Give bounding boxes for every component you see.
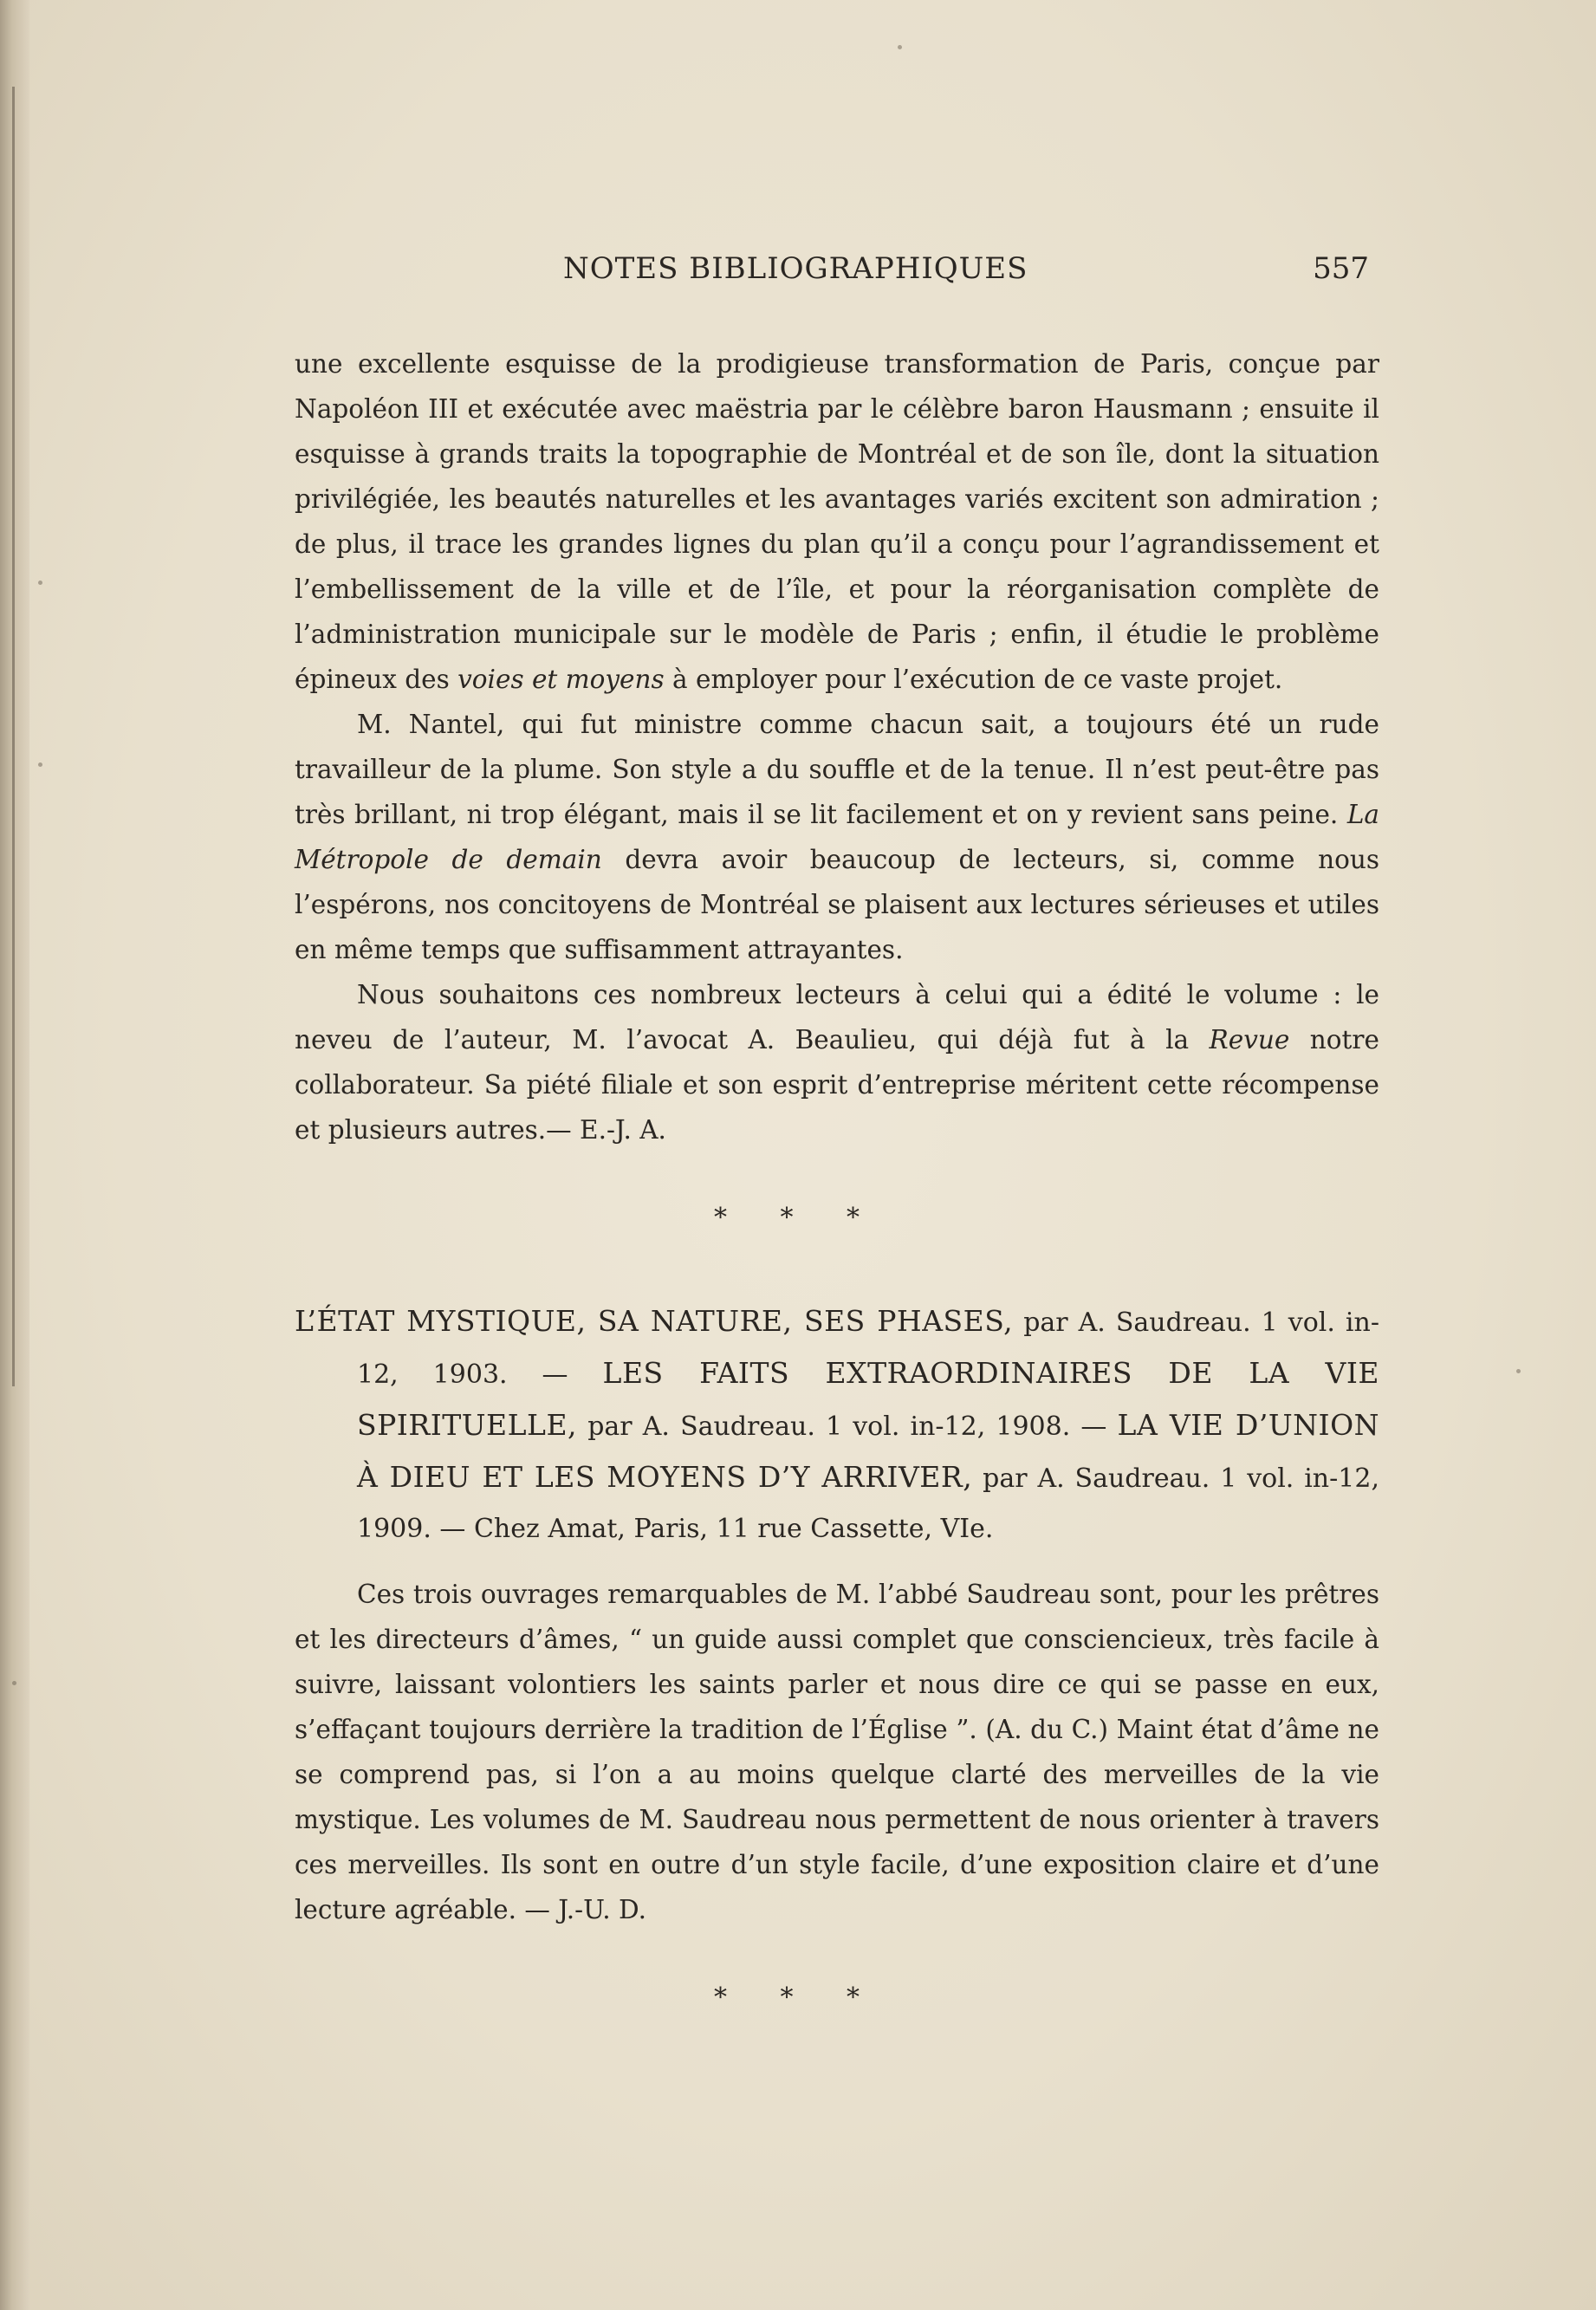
book-details: par A. Saudreau. 1 vol. in-12, 1903. — <box>357 1307 1379 1390</box>
paragraph-text: M. Nantel, qui fut ministre comme chacun sait, a toujours été un rude travailleur de la plume. Son style a du souffle et de la tenue. Il n’est peut-être pas très brillant, ni trop élégant, mais il se lit facilement et on y revient sans peine. <box>295 710 1379 829</box>
book-title: L’ÉTAT MYSTIQUE, SA NATURE, SES PHASES, <box>295 1304 1014 1338</box>
paragraph: Ces trois ouvrages remarquables de M. l’abbé Saudreau sont, pour les prêtres et les directeurs d’âmes, “ un guide aussi complet que consciencieux, très facile à suivre, laissant volontiers les saints parler et nous dire ce qui se passe en eux, s’effaçant toujours derrière la tradition de l’Église ”. (A. du C.) Maint état d’âme ne se comprend pas, si l’on a au moins quelque clarté des merveilles de la vie mystique. Les volumes de M. Saudreau nous permettent de nous orienter à travers ces merveilles. Ils sont en outre d’un style facile, d’une exposition claire et d’une lecture agréable. — J.-U. D. <box>295 1580 1379 1924</box>
paper-speck <box>898 45 902 49</box>
bibliographic-heading <box>295 1296 1379 1554</box>
paragraph <box>295 972 1379 1152</box>
book-title: LA VIE D’UNION À DIEU ET LES MOYENS D’Y ARRIVER, <box>357 1408 1380 1494</box>
book-details: par A. Saudreau. 1 vol. in-12, 1909. — Chez Amat, Paris, 11 rue Cassette, VIe. <box>357 1463 1379 1544</box>
running-title: NOTES BIBLIOGRAPHIQUES <box>563 251 1028 286</box>
paragraph-text: une excellente esquisse de la prodigieuse transformation de Paris, conçue par Napoléon III et exécutée avec maëstria par le célèbre baron Hausmann ; ensuite il esquisse à grands traits la topographie de Montréal et de son île, dont la situation privilégiée, les beautés naturelles et les avantages variés excitent son admiration ; de plus, il trace les grandes lignes du plan qu’il a conçu pour l’agrandissement et l’embellissement de la ville et de l’île, et pour la réorganisation complète de l’administration municipale sur le modèle de Paris ; enfin, il étudie le problème épineux des <box>295 349 1379 694</box>
journal-title-italic: Revue <box>1209 1025 1290 1054</box>
paragraph-text: devra avoir beaucoup de lecteurs, si, comme nous l’espérons, nos concitoyens de Montréal se plaisent aux lectures sérieuses et utiles en même temps que suffisamment attrayantes. <box>295 845 1379 964</box>
running-head <box>295 251 1369 295</box>
paragraph <box>295 341 1379 702</box>
paragraph <box>295 702 1379 972</box>
book-title-italic: La Métropole de demain <box>295 800 1379 874</box>
page-edge <box>0 0 29 2310</box>
paper-speck <box>38 762 42 767</box>
book-details: par A. Saudreau. 1 vol. in-12, 1908. — <box>587 1411 1107 1442</box>
review-body <box>295 1572 1379 1932</box>
page-number: 557 <box>1313 251 1369 286</box>
paper-speck <box>1516 1369 1521 1373</box>
paragraph-text: notre collaborateur. Sa piété filiale et son esprit d’entreprise méritent cette récompense et plusieurs autres.— E.-J. A. <box>295 1025 1379 1145</box>
paper-speck <box>38 581 42 585</box>
section-separator: * * * <box>713 1982 883 2013</box>
section-separator: * * * <box>713 1203 883 1233</box>
review-continuation <box>295 341 1379 1152</box>
paragraph-text: Nous souhaitons ces nombreux lecteurs à celui qui a édité le volume : le neveu de l’auteur, M. l’avocat A. Beaulieu, qui déjà fut à la <box>295 980 1379 1054</box>
binding-line <box>12 87 15 1386</box>
paper-speck <box>12 1681 16 1685</box>
book-title: LES FAITS EXTRAORDINAIRES DE LA VIE SPIRITUELLE, <box>357 1356 1379 1442</box>
paragraph-text: à employer pour l’exécution de ce vaste projet. <box>672 665 1283 694</box>
italic-phrase: voies et moyens <box>457 665 665 694</box>
